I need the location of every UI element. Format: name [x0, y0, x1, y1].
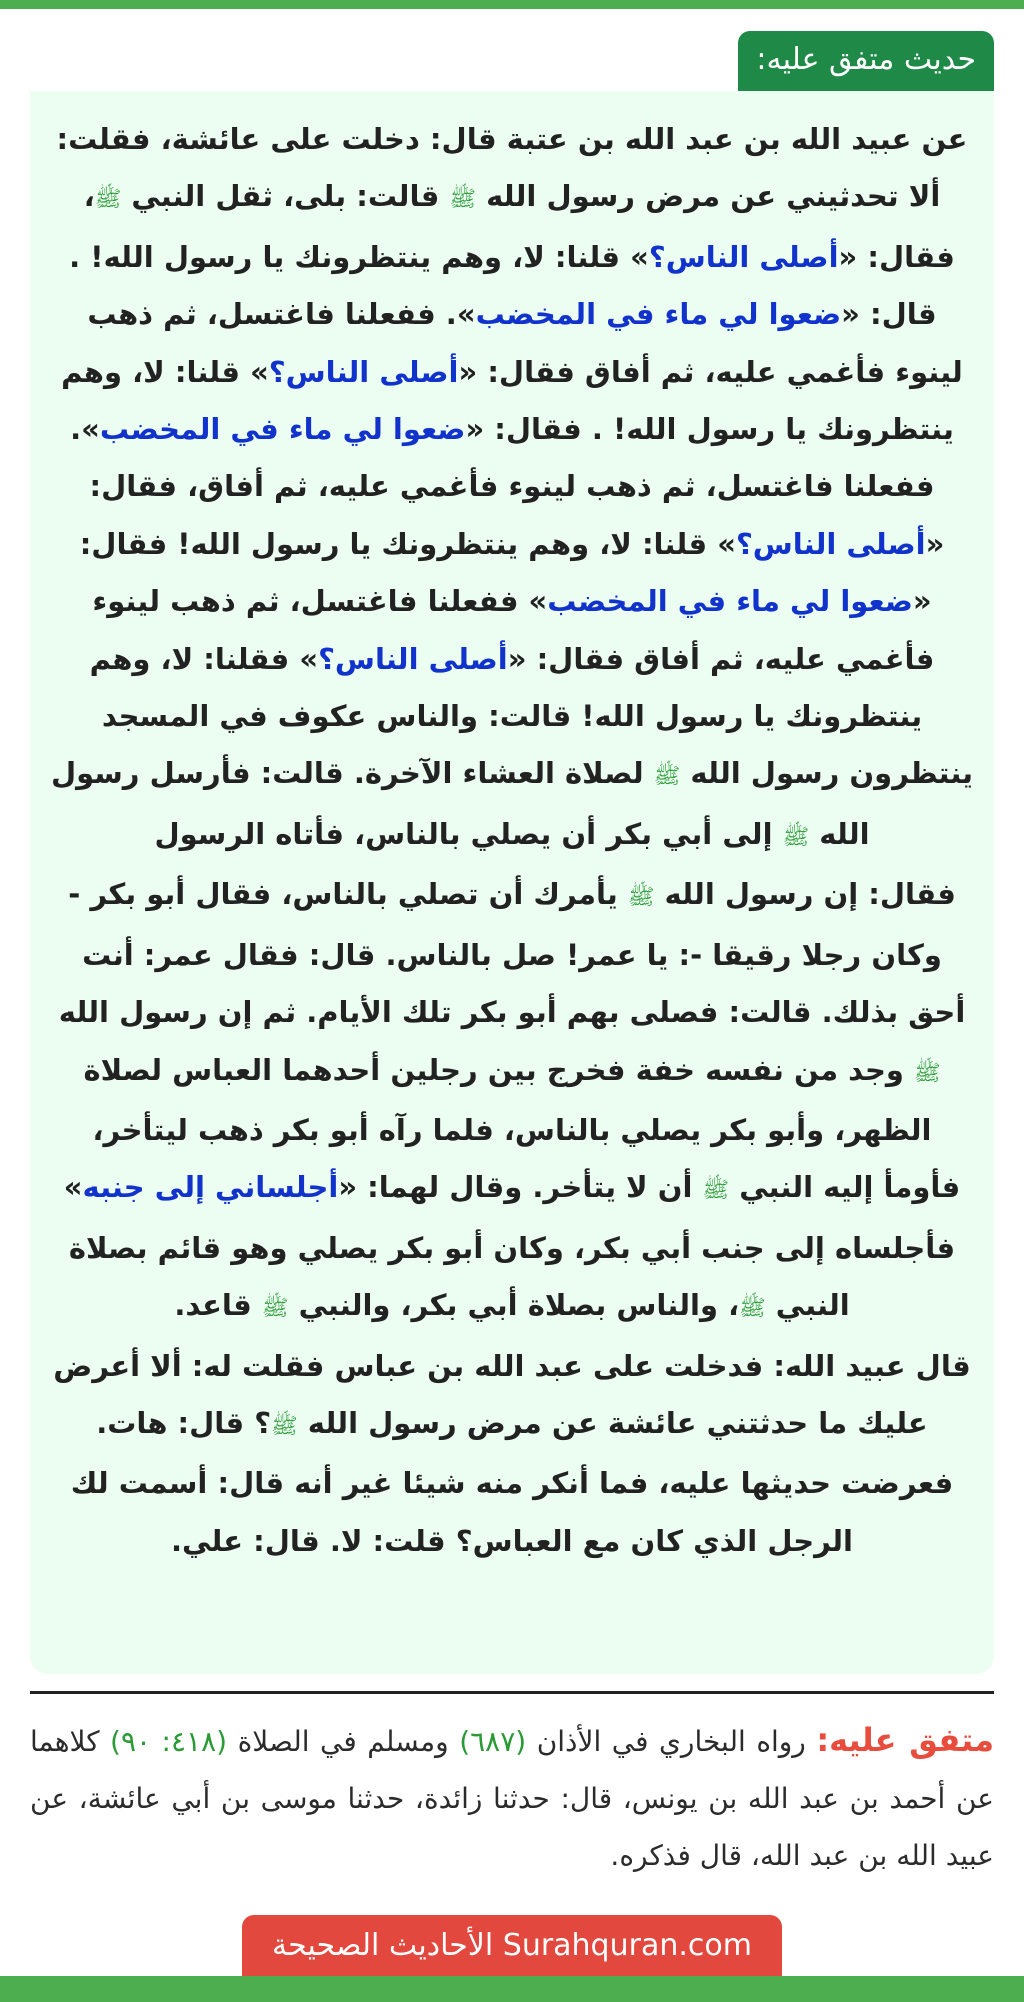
hadith-text-segment: » قلنا: لا، وهم ينتظرونك يا رسول الله! . فقال: «	[61, 354, 954, 447]
hadith-text-segment: ؟ قال: هات. فعرضت حديثها عليه، فما أنكر منه شيئا غير أنه قال: أسمت لك الرجل الذي كان مع العباس؟ قلت: لا. قال: علي.	[70, 1405, 954, 1558]
hadith-text-segment: ، فقال: «	[83, 179, 955, 274]
salawat-glyph: ﷺ	[653, 764, 681, 790]
bottom-green-bar	[0, 1976, 1024, 2002]
hadith-paragraph-2	[50, 866, 974, 1337]
top-green-bar	[0, 0, 1024, 9]
hadith-paragraph-3	[50, 1338, 974, 1571]
hadith-text-segment: » فأجلساه إلى جنب أبي بكر، وكان أبو بكر يصلي وهو قائم بصلاة النبي	[63, 1170, 956, 1323]
hadith-text-segment: قال عبيد الله: فدخلت على عبد الله بن عباس فقلت له: ألا أعرض عليك ما حدثتني عائشة عن مرض رسول الله	[53, 1348, 971, 1440]
hadith-text-segment: » قلنا: لا، وهم ينتظرونك يا رسول الله! . قال: «	[69, 239, 937, 332]
hadith-text-segment: قاعد.	[174, 1288, 262, 1323]
site-badge[interactable]: الأحاديث الصحيحة Surahquran.com	[242, 1915, 782, 1976]
hadith-text-segment: وجد من نفسه خفة فخرج بين رجلين أحدهما العباس لصلاة الظهر، وأبو بكر يصلي بالناس، فلما رآه أبو بكر ذهب ليتأخر، فأومأ إليه النبي	[83, 1052, 961, 1205]
hadith-number: (٦٨٧)	[459, 1725, 527, 1758]
source-text-segment: كلاهما عن أحمد بن عبد الله بن يونس، قال: حدثنا زائدة، حدثنا موسى بن أبي عائشة، عن عبيد الله بن عبد الله، قال فذكره.	[30, 1725, 994, 1872]
section-divider	[30, 1691, 994, 1694]
hadith-type-tag: حديث متفق عليه:	[738, 31, 994, 91]
hadith-text	[50, 111, 974, 1570]
hadith-text-segment: » فقلنا: لا، وهم ينتظرونك يا رسول الله! قالت: والناس عكوف في المسجد ينتظرون رسول الله	[89, 641, 974, 791]
prophet-quote: أصلى الناس؟	[318, 641, 508, 676]
hadith-text-segment: » ففعلنا فاغتسل، ثم ذهب لينوء فأغمي عليه، ثم أفاق فقال: «	[92, 584, 935, 676]
prophet-quote: أصلى الناس؟	[735, 526, 926, 561]
source-text-segment: رواه البخاري في الأذان	[526, 1725, 817, 1758]
source-label: متفق عليه:	[816, 1721, 995, 1759]
hadith-text-segment: لصلاة العشاء الآخرة. قالت: فأرسل رسول الله	[50, 756, 870, 851]
hadith-paragraph-1	[50, 111, 974, 866]
hadith-text-segment: قالت: بلى، ثقل النبي	[121, 179, 450, 214]
hadith-text-segment: عن عبيد الله بن عبد الله بن عتبة قال: دخلت على عائشة، فقلت: ألا تحدثيني عن مرض رسول الله	[56, 122, 968, 214]
hadith-text-segment: ، والناس بصلاة أبي بكر، والنبي	[288, 1288, 740, 1323]
salawat-glyph: ﷺ	[94, 187, 122, 213]
prophet-quote: أصلى الناس؟	[268, 354, 459, 389]
prophet-quote: ضعوا لي ماء في المخضب	[475, 297, 842, 332]
salawat-glyph: ﷺ	[702, 1178, 730, 1204]
salawat-glyph: ﷺ	[782, 824, 810, 850]
salawat-glyph: ﷺ	[627, 885, 655, 911]
prophet-quote: أجلساني إلى جنبه	[82, 1170, 339, 1205]
salawat-glyph: ﷺ	[739, 1296, 766, 1322]
hadith-text-segment: فقال: إن رسول الله	[654, 877, 956, 912]
hadith-text-segment: إلى أبي بكر أن يصلي بالناس، فأتاه الرسول	[154, 816, 783, 851]
hadith-text-segment: أن لا يتأخر. وقال لهما: «	[338, 1170, 703, 1205]
source-text-segment: ومسلم في الصلاة	[227, 1725, 460, 1758]
hadith-number: (٤١٨: ٩٠)	[110, 1725, 228, 1758]
hadith-text-segment: » قلنا: لا، وهم ينتظرونك يا رسول الله! فقال: «	[79, 526, 932, 619]
prophet-quote: ضعوا لي ماء في المخضب	[99, 412, 466, 447]
hadith-text-segment: يأمرك أن تصلي بالناس، فقال أبو بكر - وكان رجلا رقيقا -: يا عمر! صل بالناس. قال: فقال عمر: أنت أحق بذلك. قالت: فصلى بهم أبو بكر تلك الأيام. ثم إن رسول الله	[58, 877, 966, 1030]
hadith-text-segment: ». ففعلنا فاغتسل، ثم ذهب لينوء فأغمي عليه، ثم أفاق، فقال: «	[70, 412, 945, 561]
salawat-glyph: ﷺ	[449, 187, 476, 213]
hadith-text-box	[30, 91, 994, 1674]
salawat-glyph: ﷺ	[271, 1413, 298, 1439]
hadith-source	[30, 1712, 994, 1884]
salawat-glyph: ﷺ	[261, 1296, 289, 1322]
prophet-quote: أصلى الناس؟	[648, 239, 839, 274]
hadith-text-segment: ». ففعلنا فاغتسل، ثم ذهب لينوء فأغمي عليه، ثم أفاق فقال: «	[87, 297, 963, 389]
prophet-quote: ضعوا لي ماء في المخضب	[547, 584, 913, 619]
salawat-glyph: ﷺ	[913, 1060, 941, 1086]
